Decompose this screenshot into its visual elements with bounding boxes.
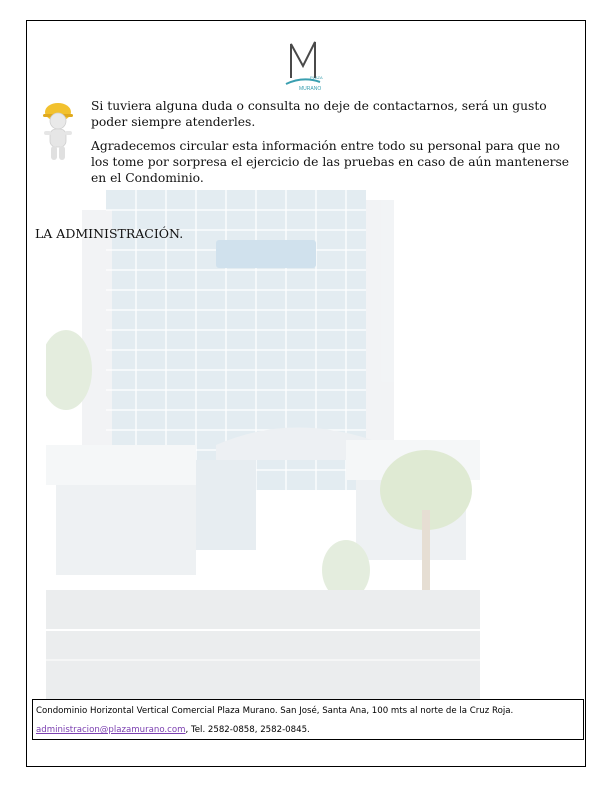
footer-box [32,699,584,740]
footer-phones: , Tel. 2582-0858, 2582-0845. [185,725,310,735]
logo-text-small: PLAZA [310,75,323,80]
logo-text-main: MURANO [299,86,322,92]
plaza-murano-logo [283,38,323,92]
footer-contact [36,725,310,735]
footer-address: Condominio Horizontal Vertical Comercial Plaza Murano. San José, Santa Ana, 100 mts al norte de la Cruz Roja. [36,706,514,716]
circulate-paragraph: Agradecemos circular esta información entre todo su personal para que no los tome por sorpresa el ejercicio de las pruebas en caso de aún mantenerse en el Condominio. [91,139,570,185]
building-photo-watermark [46,190,480,700]
construction-worker-icon [38,98,78,164]
signature: LA ADMINISTRACIÓN. [35,226,184,241]
email-link[interactable]: administracion@plazamurano.com [36,725,186,735]
contact-paragraph: Si tuviera alguna duda o consulta no deje de contactarnos, será un gusto poder siempre atenderles. [91,99,547,129]
